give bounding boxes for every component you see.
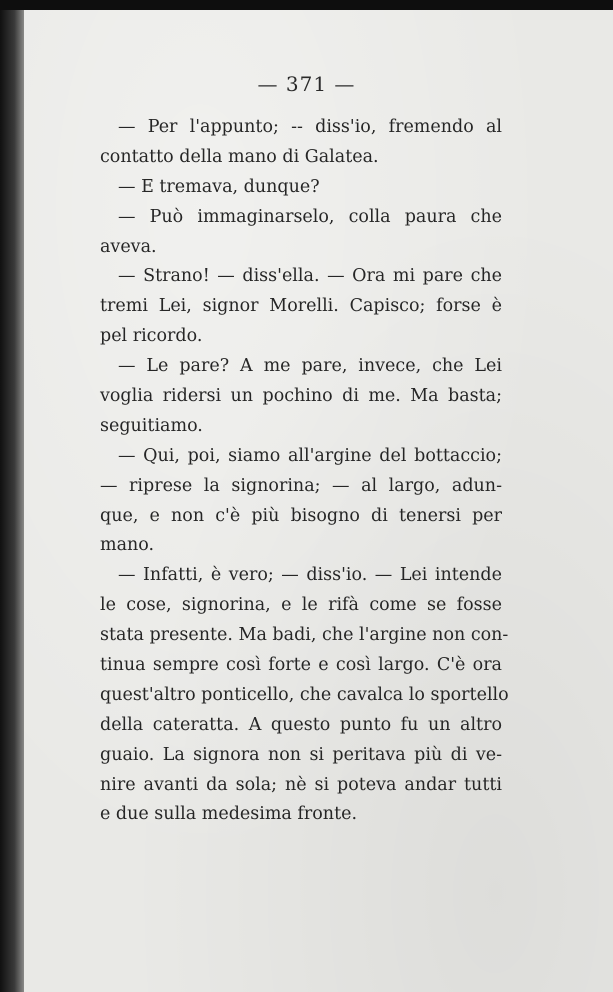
text-line: le cose, signorina, e le rifà come se fosse — [100, 595, 502, 616]
text-line: voglia ridersi un pochino di me. Ma basta; — [100, 386, 502, 407]
text-line: quest'altro ponticello, che cavalca lo sportello — [100, 684, 509, 705]
text-line: — Infatti, è vero; — diss'io. — Lei intende — [118, 565, 502, 586]
text-line: — Le pare? A me pare, invece, che Lei — [118, 356, 502, 377]
text-line: — riprese la signorina; — al largo, adun- — [100, 475, 502, 496]
text-line: seguitiamo. — [100, 415, 203, 436]
page-text-block — [100, 113, 509, 830]
book-binding-shadow — [0, 10, 24, 992]
text-line: nire avanti da sola; nè si poteva andar tutti — [100, 774, 502, 795]
text-line: contatto della mano di Galatea. — [100, 146, 379, 167]
text-line: guaio. La signora non si peritava più di ve- — [100, 744, 502, 765]
text-line: pel ricordo. — [100, 326, 203, 347]
text-line: tremi Lei, signor Morelli. Capisco; forse è — [100, 296, 502, 317]
text-line: aveva. — [100, 236, 157, 257]
text-line: — Può immaginarselo, colla paura che — [118, 206, 502, 227]
text-line: e due sulla medesima fronte. — [100, 804, 358, 825]
text-line: della cateratta. A questo punto fu un altro — [100, 714, 502, 735]
text-line: — E tremava, dunque? — [118, 176, 320, 197]
text-line: — Strano! — diss'ella. — Ora mi pare che — [118, 266, 502, 287]
page-number: — 371 — — [257, 72, 356, 96]
text-line: que, e non c'è più bisogno di tenersi per — [100, 505, 502, 526]
text-line: — Qui, poi, siamo all'argine del bottaccio; — [118, 445, 502, 466]
text-line: stata presente. Ma badi, che l'argine non con- — [100, 625, 509, 646]
text-line: tinua sempre così forte e così largo. C'è ora — [100, 655, 502, 676]
text-line: mano. — [100, 535, 155, 556]
text-line: — Per l'appunto; -- diss'io, fremendo al — [118, 117, 502, 137]
scan-top-edge — [0, 0, 613, 10]
